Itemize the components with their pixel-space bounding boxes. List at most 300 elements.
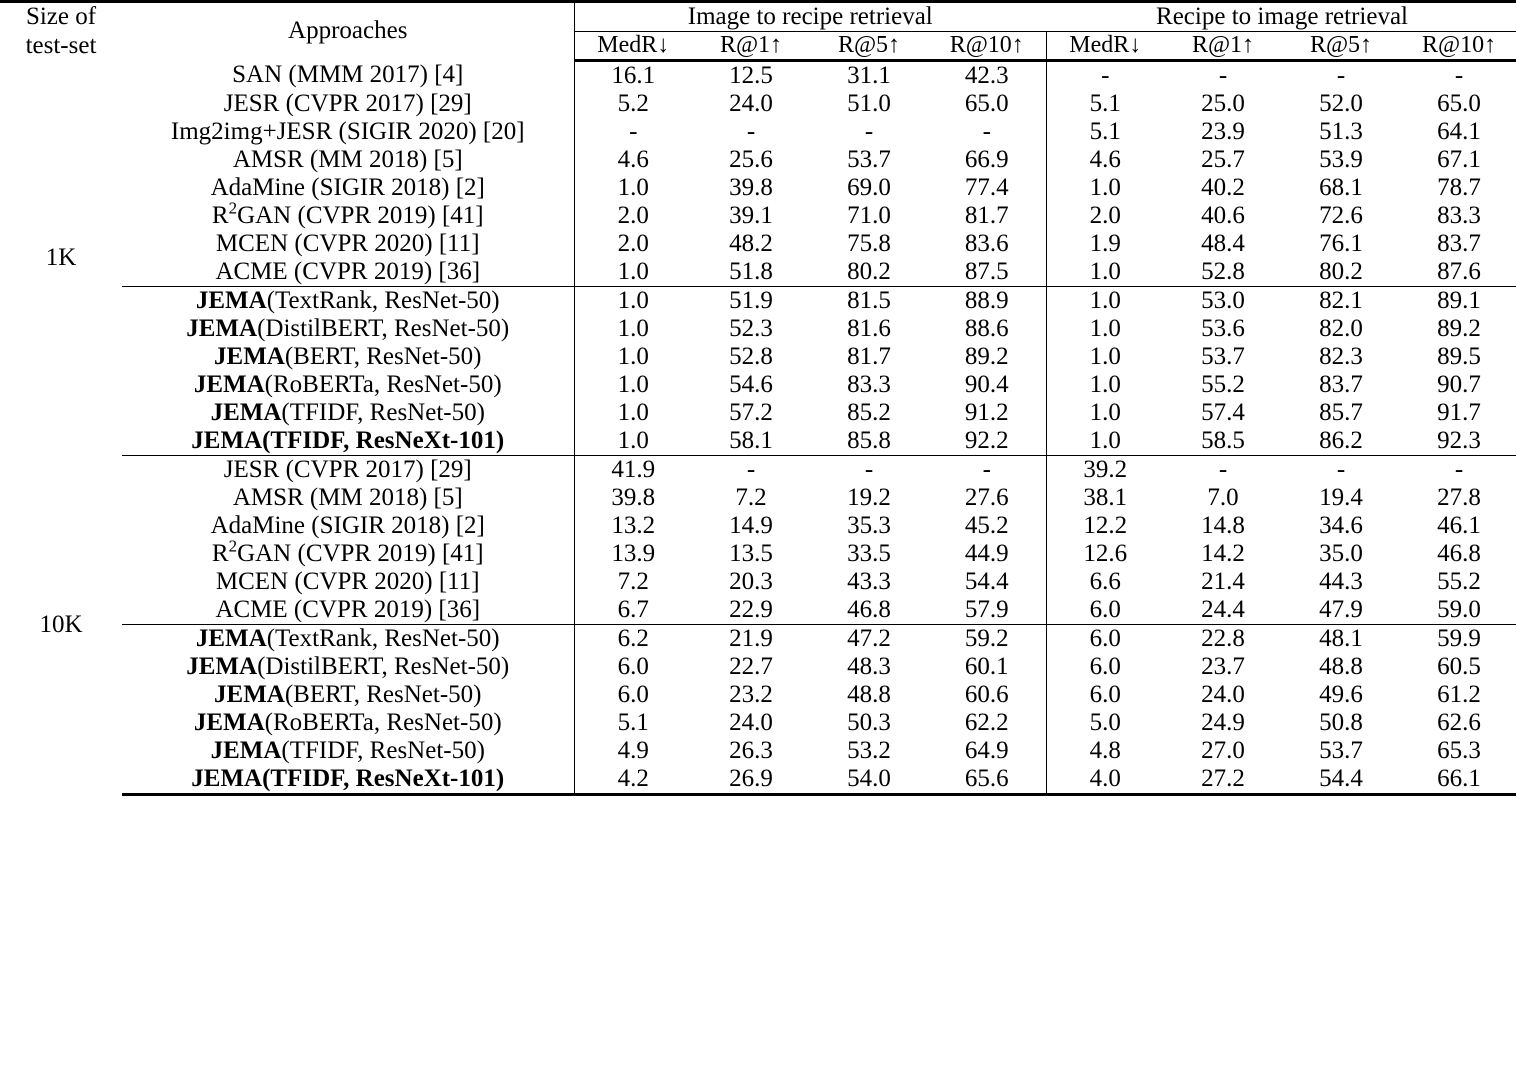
metric-value: 83.3	[847, 371, 891, 398]
metric-value: 27.2	[1164, 765, 1282, 795]
metric-value: 40.2	[1201, 174, 1245, 201]
metric-value: 25.7	[1201, 146, 1245, 173]
metric-value: 39.8	[611, 484, 656, 511]
metric-value: 27.6	[964, 484, 1009, 511]
metric-value: 57.4	[1201, 399, 1245, 426]
metric-value: 50.3	[847, 709, 891, 736]
metric-value: 1.0	[574, 427, 692, 456]
metric-value: 51.0	[847, 90, 891, 117]
metric-value: 49.6	[1319, 681, 1363, 708]
header-metric-4: R@10↑	[928, 32, 1046, 61]
metric-value: 71.0	[847, 202, 891, 229]
table-row	[0, 343, 1516, 371]
metric-value: 52.0	[1319, 90, 1363, 117]
metric-value: 6.0	[617, 653, 649, 680]
approach-label	[122, 315, 574, 343]
approach-label: ACME (CVPR 2019) [36]	[122, 596, 574, 625]
metric-value: 60.5	[1437, 653, 1481, 680]
metric-value: 67.1	[1437, 146, 1481, 173]
metric-value: 48.8	[847, 681, 891, 708]
metric-value: 5.1	[1046, 118, 1164, 146]
approach-label	[122, 625, 574, 654]
metric-value: -	[1454, 62, 1464, 89]
metric-value: 46.1	[1437, 512, 1481, 539]
metric-value: 1.0	[1046, 399, 1164, 427]
metric-value: 59.9	[1437, 625, 1481, 652]
approach-variant: (RoBERTa, ResNet-50)	[264, 371, 502, 398]
metric-value: 7.2	[735, 484, 767, 511]
metric-value: 12.2	[1046, 512, 1164, 540]
approach-superscript: 2	[228, 536, 238, 556]
metric-value: 48.1	[1319, 625, 1363, 652]
metric-value: 60.6	[964, 681, 1009, 708]
metric-value: 53.7	[1201, 343, 1245, 370]
metric-value: 53.6	[1201, 315, 1245, 342]
metric-value: 13.2	[611, 512, 656, 539]
approach-label: MCEN (CVPR 2020) [11]	[122, 230, 574, 258]
metric-value: 92.3	[1400, 427, 1516, 456]
approach-model-name: JEMA	[210, 737, 282, 764]
table-row	[0, 230, 1516, 258]
table-row	[0, 315, 1516, 343]
metric-value: 83.6	[964, 230, 1009, 257]
approach-label	[122, 681, 574, 709]
metric-value: 6.0	[1046, 625, 1164, 654]
metric-value: 6.2	[617, 625, 649, 652]
metric-value: 12.6	[1046, 540, 1164, 568]
approach-label	[122, 198, 574, 230]
metric-value: 24.0	[729, 90, 773, 117]
metric-value: 81.5	[847, 287, 891, 314]
metric-value: 41.9	[611, 456, 656, 483]
metric-value: 59.2	[964, 625, 1009, 652]
approach-label	[122, 399, 574, 427]
metric-value: 27.8	[1437, 484, 1481, 511]
metric-value: 54.6	[729, 371, 773, 398]
metric-value: 83.7	[1437, 230, 1481, 257]
approach-variant: (BERT, ResNet-50)	[284, 681, 482, 708]
metric-value: 44.3	[1319, 568, 1363, 595]
metric-value: 34.6	[1319, 512, 1363, 539]
metric-value: 64.9	[964, 737, 1009, 764]
approach-variant: (TFIDF, ResNeXt-101)	[262, 427, 505, 454]
metric-value: 85.8	[810, 427, 928, 456]
approach-suffix: GAN (CVPR 2019) [41]	[237, 202, 484, 229]
metric-value: 87.5	[928, 258, 1046, 287]
metric-value: 62.6	[1437, 709, 1481, 736]
metric-value: 48.3	[847, 653, 891, 680]
table-row	[0, 653, 1516, 681]
metric-value: 22.8	[1201, 625, 1245, 652]
metric-value: 6.6	[1046, 568, 1164, 596]
metric-value: 60.1	[964, 653, 1009, 680]
metric-value: 6.0	[1046, 681, 1164, 709]
metric-value: 57.9	[928, 596, 1046, 625]
approach-variant: (DistilBERT, ResNet-50)	[257, 315, 510, 342]
table-row	[0, 427, 1516, 456]
metric-value: 24.0	[729, 709, 773, 736]
metric-value: 4.0	[1046, 765, 1164, 795]
approach-model-name: JEMA	[186, 315, 258, 342]
metric-value: 23.9	[1201, 118, 1245, 145]
metric-value: 59.0	[1400, 596, 1516, 625]
metric-value: 14.9	[729, 512, 773, 539]
approach-label	[122, 709, 574, 737]
metric-value: 69.0	[847, 174, 891, 201]
table-row	[0, 258, 1516, 287]
header-metric-3: R@5↑	[810, 32, 928, 61]
metric-value: 88.6	[964, 315, 1009, 342]
approach-variant: (RoBERTa, ResNet-50)	[264, 709, 502, 736]
approach-label: SAN (MMM 2017) [4]	[122, 61, 574, 91]
metric-value: 53.7	[1319, 737, 1363, 764]
metric-value: 1.0	[1046, 371, 1164, 399]
header-size-line2: test-set	[25, 31, 97, 59]
header-size-line1: Size of	[25, 3, 97, 30]
metric-value: 53.0	[1201, 287, 1245, 314]
header-size-of-test-set	[0, 2, 122, 61]
metric-value: 6.0	[617, 681, 649, 708]
metric-value: 90.4	[964, 371, 1009, 398]
metric-value: 51.9	[729, 287, 773, 314]
metric-value: 61.2	[1437, 681, 1481, 708]
metric-value: 5.0	[1046, 709, 1164, 737]
metric-value: -	[1336, 456, 1346, 483]
metric-value: 87.6	[1400, 258, 1516, 287]
metric-value: 6.7	[574, 596, 692, 625]
approach-label: AdaMine (SIGIR 2018) [2]	[122, 174, 574, 202]
metric-value: 2.0	[617, 202, 649, 229]
metric-value: 27.0	[1201, 737, 1245, 764]
table-row	[0, 456, 1516, 485]
metric-value: 52.3	[729, 315, 773, 342]
table-row	[0, 512, 1516, 540]
metric-value: 64.1	[1437, 118, 1481, 145]
metric-value: -	[629, 118, 638, 145]
metric-value: 48.2	[729, 230, 773, 257]
metric-value: 26.3	[729, 737, 773, 764]
approach-model-name: JEMA	[191, 765, 263, 792]
metric-value: 82.0	[1319, 315, 1363, 342]
table-row	[0, 765, 1516, 795]
approach-variant: (DistilBERT, ResNet-50)	[257, 653, 510, 680]
metric-value: 42.3	[964, 62, 1009, 89]
metric-value: -	[864, 456, 874, 483]
metric-value: 39.2	[1046, 456, 1164, 485]
metric-value: -	[746, 456, 756, 483]
approach-model-name: JEMA	[214, 343, 285, 370]
table-row	[0, 568, 1516, 596]
metric-value: 52.8	[729, 343, 773, 370]
metric-value: 54.0	[810, 765, 928, 795]
table-row	[0, 399, 1516, 427]
metric-value: 31.1	[847, 62, 891, 89]
metric-value: 83.3	[1437, 202, 1481, 229]
metric-value: 55.2	[1201, 371, 1245, 398]
metric-value: 4.2	[574, 765, 692, 795]
metric-value: 13.5	[729, 540, 773, 567]
metric-value: 76.1	[1319, 230, 1363, 257]
metric-value: 1.0	[1046, 287, 1164, 316]
metric-value: 65.6	[928, 765, 1046, 795]
metric-value: -	[1218, 456, 1228, 483]
approach-label: ACME (CVPR 2019) [36]	[122, 258, 574, 287]
header-row-groups	[0, 2, 1516, 32]
metric-value: 54.4	[964, 568, 1009, 595]
metric-value: 91.2	[964, 399, 1009, 426]
approach-prefix: R	[211, 540, 229, 567]
approach-label: MCEN (CVPR 2020) [11]	[122, 568, 574, 596]
metric-value: 21.9	[729, 625, 773, 652]
approach-variant: (TextRank, ResNet-50)	[266, 287, 500, 314]
table-body	[0, 2, 1516, 795]
metric-value: 85.7	[1319, 399, 1363, 426]
metric-value: 26.9	[692, 765, 810, 795]
metric-value: 1.0	[1046, 315, 1164, 343]
metric-value: 58.5	[1164, 427, 1282, 456]
approach-prefix: R	[211, 202, 229, 229]
metric-value: 89.2	[964, 343, 1009, 370]
metric-value: 1.0	[1046, 174, 1164, 202]
table-row	[0, 596, 1516, 625]
metric-value: 4.8	[1046, 737, 1164, 765]
metric-value: 16.1	[611, 62, 656, 89]
metric-value: 14.8	[1201, 512, 1245, 539]
metric-value: 14.2	[1201, 540, 1245, 567]
metric-value: 20.3	[729, 568, 773, 595]
table-row	[0, 146, 1516, 174]
table-row	[0, 484, 1516, 512]
metric-value: 5.2	[617, 90, 649, 117]
approach-superscript: 2	[228, 198, 238, 218]
metric-value: 50.8	[1319, 709, 1363, 736]
table-row	[0, 90, 1516, 118]
metric-value: 1.0	[617, 174, 649, 201]
metric-value: 89.5	[1437, 343, 1481, 370]
metric-value: 5.1	[1046, 90, 1164, 118]
metric-value: 52.8	[1164, 258, 1282, 287]
metric-value: 6.0	[1046, 653, 1164, 681]
header-metric-5: MedR↓	[1046, 32, 1164, 61]
metric-value: -	[1046, 61, 1164, 91]
metric-value: 4.6	[617, 146, 649, 173]
test-set-size-label: 1K	[45, 244, 77, 271]
table-row	[0, 709, 1516, 737]
approach-label	[122, 343, 574, 371]
metric-value: 12.5	[729, 62, 773, 89]
metric-value: 6.0	[1046, 596, 1164, 625]
metric-value: 62.2	[964, 709, 1009, 736]
header-metric-2: R@1↑	[692, 32, 810, 61]
header-group-image-to-recipe: Image to recipe retrieval	[574, 2, 1046, 32]
metric-value: 25.0	[1201, 90, 1245, 117]
metric-value: 1.0	[1046, 427, 1164, 456]
approach-model-name: JEMA	[195, 287, 267, 314]
metric-value: 58.1	[692, 427, 810, 456]
metric-value: 85.2	[847, 399, 891, 426]
metric-value: 44.9	[964, 540, 1009, 567]
metric-value: 38.1	[1046, 484, 1164, 512]
metric-value: 66.9	[964, 146, 1009, 173]
table-row	[0, 202, 1516, 230]
table-row	[0, 118, 1516, 146]
approach-label	[122, 765, 574, 795]
metric-value: -	[1218, 62, 1228, 89]
header-approaches: Approaches	[122, 2, 574, 61]
header-metric-7: R@5↑	[1282, 32, 1400, 61]
approach-model-name: JEMA	[193, 709, 265, 736]
table-row	[0, 61, 1516, 91]
table-row	[0, 681, 1516, 709]
metric-value: 1.0	[617, 287, 649, 314]
table-row	[0, 737, 1516, 765]
metric-value: 35.3	[847, 512, 891, 539]
approach-variant: (TFIDF, ResNet-50)	[281, 737, 485, 764]
metric-value: 33.5	[847, 540, 891, 567]
metric-value: 4.6	[1046, 146, 1164, 174]
metric-value: 65.0	[1437, 90, 1481, 117]
metric-value: 66.1	[1400, 765, 1516, 795]
metric-value: 1.0	[1046, 343, 1164, 371]
metric-value: 25.6	[729, 146, 773, 173]
metric-value: 89.1	[1437, 287, 1481, 314]
metric-value: 92.2	[928, 427, 1046, 456]
metric-value: 81.6	[847, 315, 891, 342]
metric-value: 81.7	[847, 343, 891, 370]
metric-value: 48.4	[1201, 230, 1245, 257]
metric-value: -	[1336, 62, 1346, 89]
metric-value: 24.4	[1164, 596, 1282, 625]
metric-value: 22.9	[692, 596, 810, 625]
approach-label	[122, 653, 574, 681]
metric-value: 47.2	[847, 625, 891, 652]
approach-model-name: JEMA	[214, 681, 285, 708]
table-row	[0, 371, 1516, 399]
approach-label: JESR (CVPR 2017) [29]	[122, 90, 574, 118]
metric-value: 53.7	[847, 146, 891, 173]
metric-value: 1.0	[617, 315, 649, 342]
metric-value: 4.9	[617, 737, 649, 764]
table-row	[0, 174, 1516, 202]
metric-value: 65.3	[1437, 737, 1481, 764]
metric-value: 1.0	[1046, 258, 1164, 287]
metric-value: 35.0	[1319, 540, 1363, 567]
approach-label: Img2img+JESR (SIGIR 2020) [20]	[122, 118, 574, 146]
metric-value: 80.2	[810, 258, 928, 287]
metric-value: 24.9	[1201, 709, 1245, 736]
approach-label	[122, 536, 574, 568]
metric-value: 23.7	[1201, 653, 1245, 680]
metric-value: -	[982, 456, 991, 483]
metric-value: 46.8	[810, 596, 928, 625]
metric-value: 39.1	[729, 202, 773, 229]
approach-label: JESR (CVPR 2017) [29]	[122, 456, 574, 485]
metric-value: 83.7	[1319, 371, 1363, 398]
metric-value: 86.2	[1282, 427, 1400, 456]
metric-value: 53.2	[847, 737, 891, 764]
approach-label	[122, 427, 574, 456]
metric-value: 89.2	[1437, 315, 1481, 342]
metric-value: 1.9	[1046, 230, 1164, 258]
metric-value: 45.2	[964, 512, 1009, 539]
metric-value: 19.2	[847, 484, 891, 511]
metric-value: 78.7	[1437, 174, 1481, 201]
approach-label: AMSR (MM 2018) [5]	[122, 484, 574, 512]
metric-value: 24.0	[1201, 681, 1245, 708]
metric-value: 57.2	[729, 399, 773, 426]
metric-value: 81.7	[964, 202, 1009, 229]
metric-value: 1.0	[574, 258, 692, 287]
approach-model-name: JEMA	[193, 371, 265, 398]
approach-label: AdaMine (SIGIR 2018) [2]	[122, 512, 574, 540]
approach-model-name: JEMA	[186, 653, 258, 680]
metric-value: 21.4	[1201, 568, 1245, 595]
metric-value: 2.0	[1046, 202, 1164, 230]
metric-value: 2.0	[617, 230, 649, 257]
metric-value: 65.0	[964, 90, 1009, 117]
approach-variant: (TextRank, ResNet-50)	[266, 625, 500, 652]
approach-model-name: JEMA	[191, 427, 263, 454]
table-row	[0, 540, 1516, 568]
approach-label	[122, 737, 574, 765]
metric-value: 82.3	[1319, 343, 1363, 370]
header-metric-8: R@10↑	[1400, 32, 1516, 61]
approach-variant: (BERT, ResNet-50)	[284, 343, 482, 370]
metric-value: 68.1	[1319, 174, 1363, 201]
metric-value: -	[864, 118, 874, 145]
metric-value: 40.6	[1201, 202, 1245, 229]
metric-value: 23.2	[729, 681, 773, 708]
metric-value: 22.7	[729, 653, 773, 680]
metric-value: 80.2	[1282, 258, 1400, 287]
metric-value: 1.0	[617, 343, 649, 370]
metric-value: 47.9	[1282, 596, 1400, 625]
metric-value: 51.3	[1319, 118, 1363, 145]
metric-value: 39.8	[729, 174, 773, 201]
approach-label	[122, 287, 574, 316]
metric-value: 7.2	[617, 568, 649, 595]
metric-value: 77.4	[964, 174, 1009, 201]
metric-value: 51.8	[692, 258, 810, 287]
metric-value: 43.3	[847, 568, 891, 595]
metric-value: 13.9	[611, 540, 656, 567]
metric-value: 19.4	[1319, 484, 1363, 511]
approach-variant: (TFIDF, ResNet-50)	[281, 399, 485, 426]
approach-label: AMSR (MM 2018) [5]	[122, 146, 574, 174]
metric-value: 1.0	[617, 371, 649, 398]
table-row	[0, 625, 1516, 654]
approach-label	[122, 371, 574, 399]
metric-value: 48.8	[1319, 653, 1363, 680]
metric-value: 75.8	[847, 230, 891, 257]
metric-value: 82.1	[1319, 287, 1363, 314]
metric-value: 54.4	[1282, 765, 1400, 795]
metric-value: 91.7	[1437, 399, 1481, 426]
header-metric-1: MedR↓	[574, 32, 692, 61]
metric-value: 7.0	[1207, 484, 1239, 511]
metric-value: 72.6	[1319, 202, 1363, 229]
metric-value: -	[746, 118, 756, 145]
metric-value: 90.7	[1437, 371, 1481, 398]
metric-value: 46.8	[1437, 540, 1481, 567]
table-row	[0, 287, 1516, 316]
metric-value: 1.0	[617, 399, 649, 426]
approach-variant: (TFIDF, ResNeXt-101)	[262, 765, 505, 792]
approach-model-name: JEMA	[195, 625, 267, 652]
metric-value: 53.9	[1319, 146, 1363, 173]
approach-suffix: GAN (CVPR 2019) [41]	[237, 540, 484, 567]
metric-value: 5.1	[617, 709, 649, 736]
